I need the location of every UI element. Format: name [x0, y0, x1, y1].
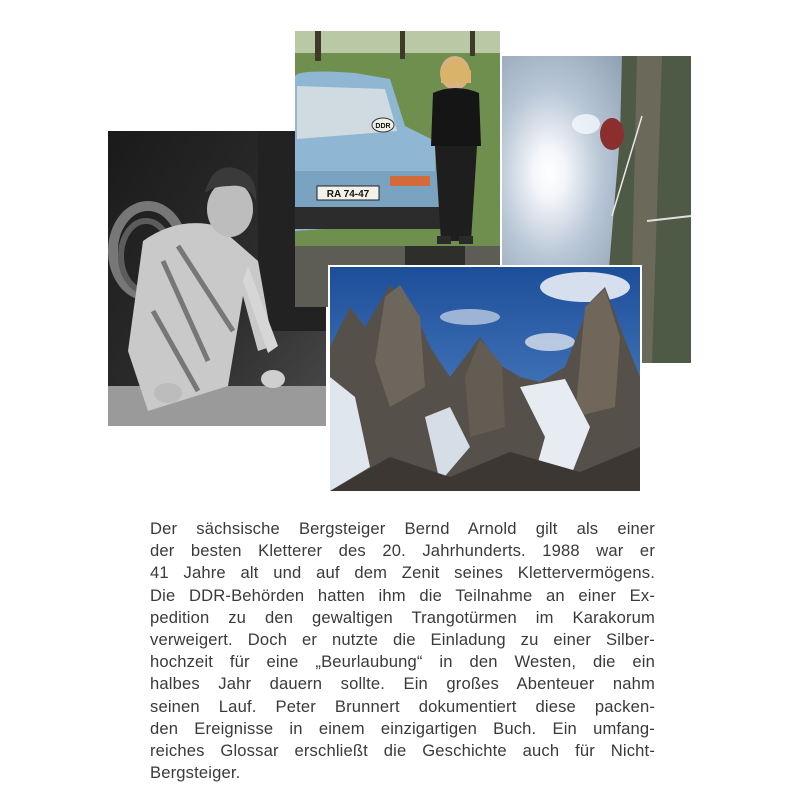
blurb-line: verweigert. Doch er nutzte die Einladung zu einer Silber- — [150, 630, 655, 650]
blurb-line: Bergsteiger. — [150, 763, 241, 783]
blurb-line: seinen Lauf. Peter Brunnert dokumentiert diese packen- — [150, 696, 655, 716]
blurb-line: hochzeit für eine „Beurlaubung“ in den Westen, die ein — [150, 652, 655, 672]
blurb-line: den Ereignisse in einem einzigartigen Buch. Ein umfang- — [150, 718, 655, 738]
ddr-badge: DDR — [375, 123, 391, 130]
blurb-line: 41 Jahre alt und auf dem Zenit seines Klettervermögens. — [150, 563, 655, 583]
blurb-line: reiches Glossar erschließt die Geschichte auch für Nicht- — [150, 741, 655, 761]
blurb-line: halbes Jahr dauern sollte. Ein großes Abenteuer nahm — [150, 674, 655, 694]
blurb-line: Die DDR-Behörden hatten ihm die Teilnahme an einer Ex- — [150, 585, 655, 605]
blurb-line: Der sächsische Bergsteiger Bernd Arnold gilt als einer — [150, 519, 655, 538]
license-plate: RA 74-47 — [326, 189, 370, 200]
trango-towers-photo — [328, 265, 642, 493]
climber-portrait-photo — [108, 131, 326, 426]
book-blurb — [150, 518, 655, 784]
blurb-line: der besten Kletterer des 20. Jahrhunderts. 1988 war er — [150, 541, 655, 561]
blurb-line: pedition zu den gewaltigen Trangotürmen im Karakorum — [150, 607, 655, 627]
